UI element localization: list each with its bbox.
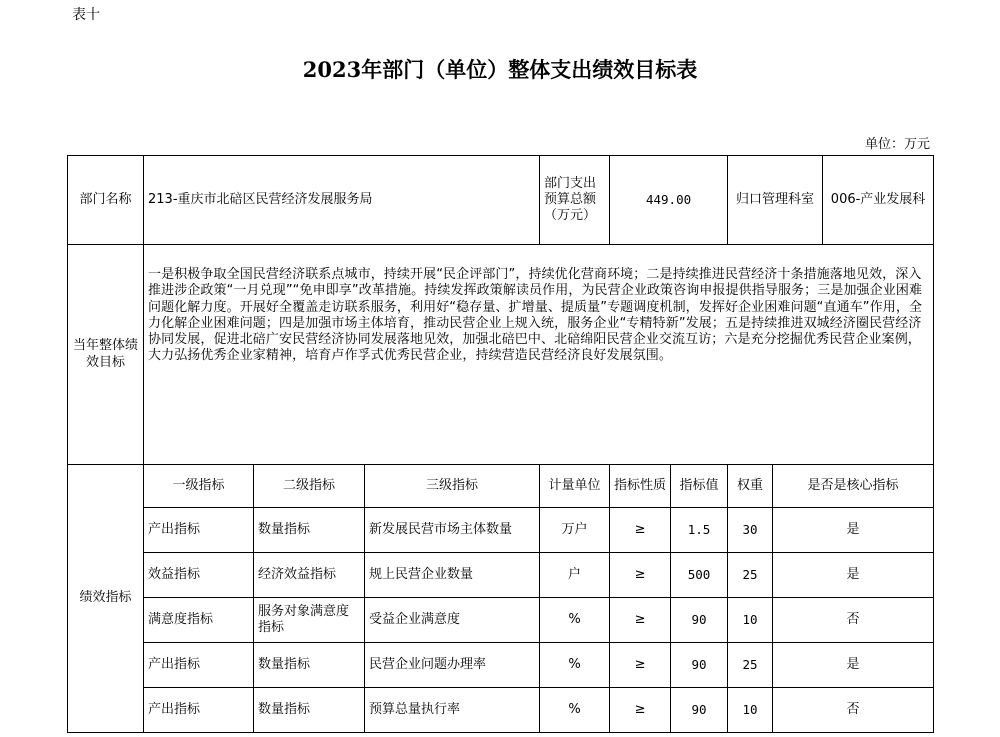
weight-cell: 25 bbox=[728, 643, 773, 688]
weight-cell: 10 bbox=[728, 598, 773, 643]
budget-label: 部门支出预算总额（万元） bbox=[540, 156, 610, 245]
level1-cell: 产出指标 bbox=[144, 508, 254, 553]
dept-name-value: 213-重庆市北碚区民营经济发展服务局 bbox=[144, 156, 540, 245]
level3-cell: 规上民营企业数量 bbox=[365, 553, 540, 598]
column-header: 二级指标 bbox=[254, 465, 365, 508]
level2-cell: 数量指标 bbox=[254, 643, 365, 688]
table-row bbox=[68, 598, 934, 643]
goal-text: 一是积极争取全国民营经济联系点城市，持续开展“民企评部门”，持续优化营商环境；二是持续推进民营经济十条措施落地见效，深入推进涉企政策“一月兑现”“免申即享”改革措施。持续发挥政策解读员作用，为民营企业政策咨询申报提供指导服务；三是加强企业困难问题化解力度。开展好全覆盖走访联系服务，利用好“稳存量、扩增量、提质量”专题调度机制，发挥好企业困难问题“直通车”作用，全力化解企业困难问题；四是加强市场主体培育，推动民营企业上规入统，服务企业“专精特新”发展；五是持续推进双城经济圈民营经济协同发展，促进北碚广安民营经济协同发展落地见效，加强北碚巴中、北碚绵阳民营企业交流互访；六是充分挖掘优秀民营企业案例，大力弘扬优秀企业家精神，培育卢作孚式优秀民营企业，持续营造民营经济良好发展氛围。 bbox=[144, 245, 934, 465]
column-header: 三级指标 bbox=[365, 465, 540, 508]
column-header: 指标值 bbox=[671, 465, 728, 508]
unit-label: 单位：万元 bbox=[864, 137, 930, 152]
level3-cell: 预算总量执行率 bbox=[365, 688, 540, 733]
table-row bbox=[68, 688, 934, 733]
level2-cell: 经济效益指标 bbox=[254, 553, 365, 598]
value-cell: 90 bbox=[671, 688, 728, 733]
unit-cell: % bbox=[540, 688, 610, 733]
page-title: 2023年部门（单位）整体支出绩效目标表 bbox=[302, 57, 698, 82]
nature-cell: ≥ bbox=[610, 643, 671, 688]
nature-cell: ≥ bbox=[610, 688, 671, 733]
level1-cell: 产出指标 bbox=[144, 688, 254, 733]
document-label: 表十 bbox=[72, 7, 100, 23]
core-cell: 否 bbox=[773, 598, 934, 643]
weight-cell: 30 bbox=[728, 508, 773, 553]
performance-table bbox=[67, 155, 934, 733]
dept-name-label: 部门名称 bbox=[68, 156, 144, 245]
core-cell: 是 bbox=[773, 553, 934, 598]
column-header: 是否是核心指标 bbox=[773, 465, 934, 508]
value-cell: 500 bbox=[671, 553, 728, 598]
unit-cell: % bbox=[540, 643, 610, 688]
level2-cell: 数量指标 bbox=[254, 688, 365, 733]
column-header: 一级指标 bbox=[144, 465, 254, 508]
column-header: 权重 bbox=[728, 465, 773, 508]
core-cell: 否 bbox=[773, 688, 934, 733]
nature-cell: ≥ bbox=[610, 553, 671, 598]
level3-cell: 受益企业满意度 bbox=[365, 598, 540, 643]
indicators-label: 绩效指标 bbox=[68, 465, 144, 733]
value-cell: 1.5 bbox=[671, 508, 728, 553]
value-cell: 90 bbox=[671, 598, 728, 643]
table-row bbox=[68, 508, 934, 553]
goal-row bbox=[68, 245, 934, 465]
indicator-header-row bbox=[68, 465, 934, 508]
unit-cell: % bbox=[540, 598, 610, 643]
core-cell: 是 bbox=[773, 643, 934, 688]
table-row bbox=[68, 553, 934, 598]
level1-cell: 产出指标 bbox=[144, 643, 254, 688]
unit-cell: 户 bbox=[540, 553, 610, 598]
level2-cell: 服务对象满意度指标 bbox=[254, 598, 365, 643]
level2-cell: 数量指标 bbox=[254, 508, 365, 553]
column-header: 计量单位 bbox=[540, 465, 610, 508]
header-row bbox=[68, 156, 934, 245]
nature-cell: ≥ bbox=[610, 508, 671, 553]
level1-cell: 效益指标 bbox=[144, 553, 254, 598]
table-row bbox=[68, 643, 934, 688]
mgmt-dept-value: 006-产业发展科 bbox=[823, 156, 934, 245]
value-cell: 90 bbox=[671, 643, 728, 688]
goal-label: 当年整体绩效目标 bbox=[68, 245, 144, 465]
level3-cell: 新发展民营市场主体数量 bbox=[365, 508, 540, 553]
weight-cell: 10 bbox=[728, 688, 773, 733]
level3-cell: 民营企业问题办理率 bbox=[365, 643, 540, 688]
core-cell: 是 bbox=[773, 508, 934, 553]
budget-value: 449.00 bbox=[610, 156, 728, 245]
column-header: 指标性质 bbox=[610, 465, 671, 508]
mgmt-dept-label: 归口管理科室 bbox=[728, 156, 823, 245]
level1-cell: 满意度指标 bbox=[144, 598, 254, 643]
weight-cell: 25 bbox=[728, 553, 773, 598]
nature-cell: ≥ bbox=[610, 598, 671, 643]
unit-cell: 万户 bbox=[540, 508, 610, 553]
